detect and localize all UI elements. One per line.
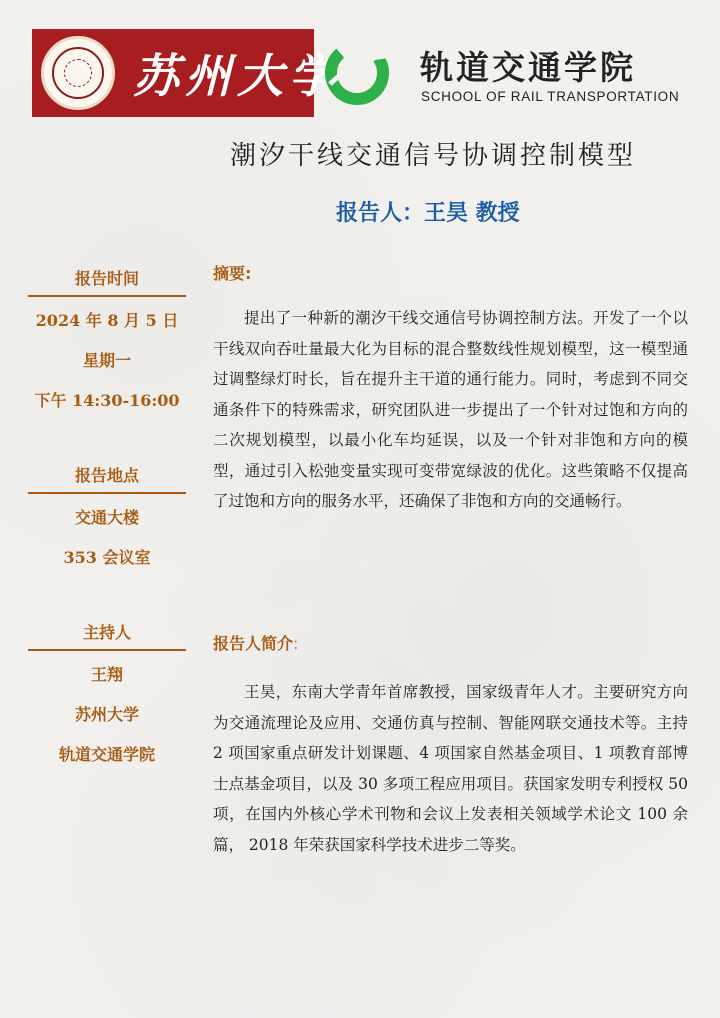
place-heading: 报告地点 xyxy=(28,463,186,494)
sidebar-time-section xyxy=(28,266,186,421)
place-room: 353 会议室 xyxy=(63,548,151,567)
bio-heading-colon: : xyxy=(293,634,299,653)
university-name: 苏州大学 xyxy=(133,49,341,103)
school-ring-logo-icon xyxy=(322,38,392,108)
bio-heading: 报告人简介 xyxy=(213,634,294,653)
page-title: 潮汐干线交通信号协调控制模型 xyxy=(230,141,637,171)
bio-heading-row xyxy=(213,631,298,654)
university-seal-icon xyxy=(41,36,115,110)
bio-text: 王昊，东南大学青年首席教授，国家级青年人才。主要研究方向为交通流理论及应用、交通仿真与控制、智能网联交通技术等。主持 2 项国家重点研发计划课题、4 项国家自然基金项目、1 项教育部博士点基金项目，以及 30 多项工程应用项目。获国家发明专利授权 50 项，在国内外核心学术刊物和会议上发表相关领域学术论文 100 余篇， 2018 年荣获国家科学技术进步二等奖。 xyxy=(213,683,688,854)
speaker-line: 报告人：王昊 教授 xyxy=(336,201,520,226)
abstract-heading: 摘要: xyxy=(213,264,252,283)
sidebar-place-section xyxy=(28,463,186,578)
host-heading: 主持人 xyxy=(28,620,186,651)
time-date: 2024 年 8 月 5 日 xyxy=(35,311,179,330)
school-name-cn: 轨道交通学院 xyxy=(420,48,636,87)
sidebar-host-section xyxy=(28,620,186,775)
host-school: 轨道交通学院 xyxy=(58,745,155,764)
soochow-university-logo xyxy=(32,29,341,117)
school-name-en: SCHOOL OF RAIL TRANSPORTATION xyxy=(421,89,680,104)
time-hours: 下午 14:30-16:00 xyxy=(34,391,180,410)
place-building: 交通大楼 xyxy=(74,508,139,527)
host-university: 苏州大学 xyxy=(74,705,139,724)
time-heading: 报告时间 xyxy=(28,266,186,297)
host-name: 王翔 xyxy=(90,665,123,684)
time-weekday: 星期一 xyxy=(82,351,131,370)
abstract-text: 提出了一种新的潮汐干线交通信号协调控制方法。开发了一个以干线双向吞吐量最大化为目标的混合整数线性规划模型，这一模型通过调整绿灯时长，旨在提升主干道的通行能力。同时，考虑到不同交通条件下的特殊需求，研究团队进一步提出了一个针对过饱和方向的二次规划模型，以最小化车均延误，以及一个针对非饱和方向的模型，通过引入松弛变量实现可变带宽绿波的优化。这些策略不仅提高了过饱和方向的服务水平，还确保了非饱和方向的交通畅行。 xyxy=(213,309,688,510)
